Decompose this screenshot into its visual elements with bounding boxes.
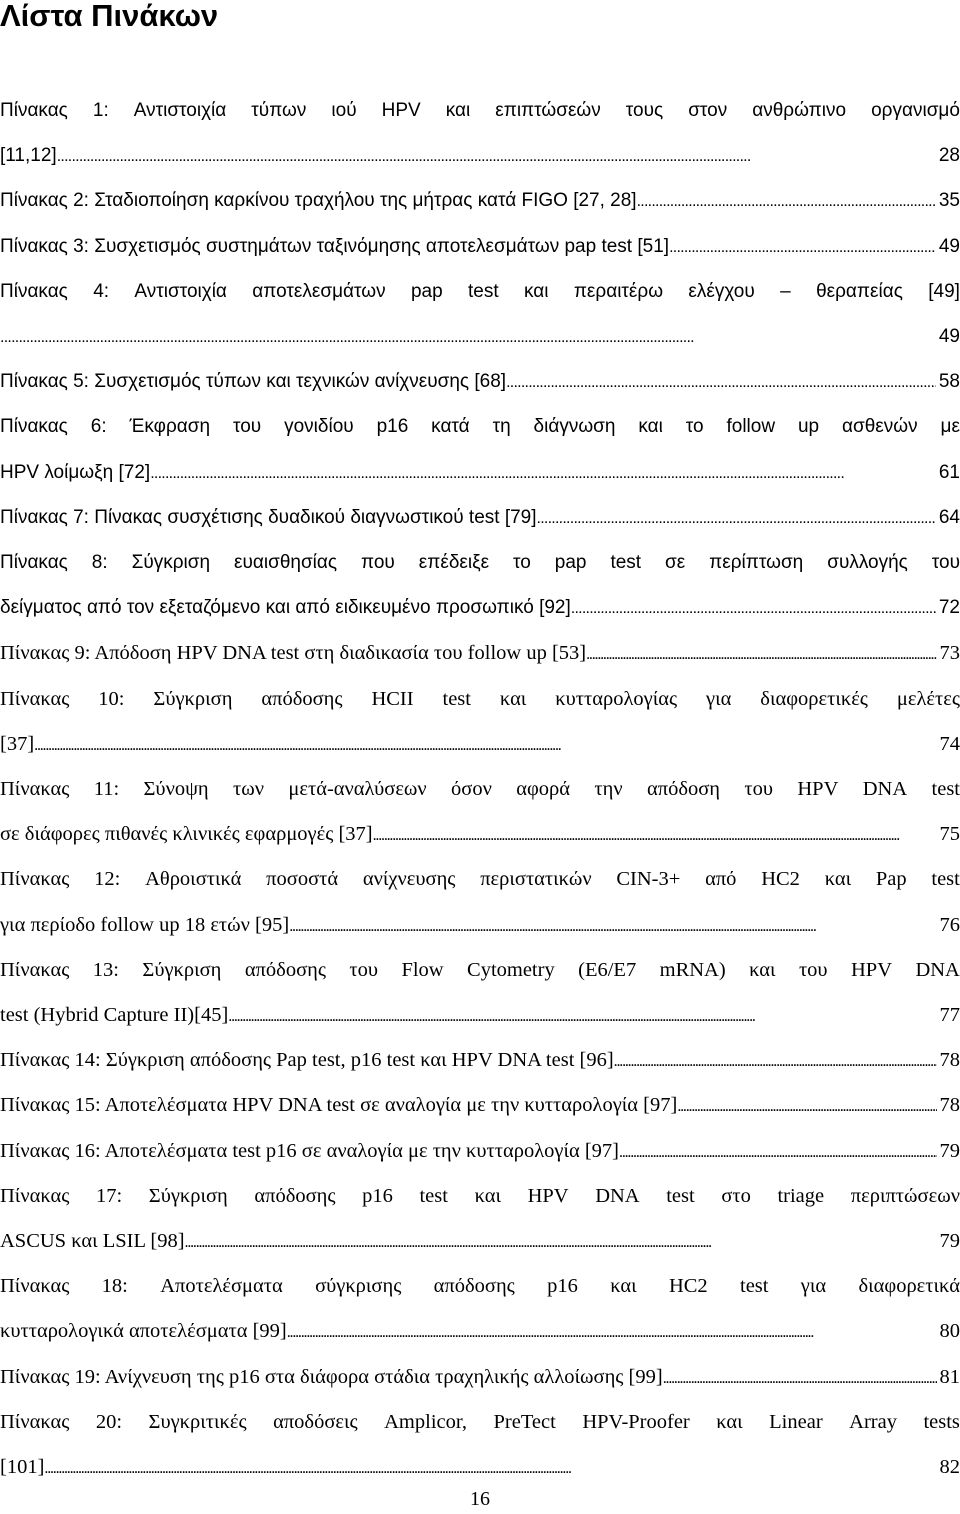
- entry-page-number: 79: [937, 1136, 960, 1166]
- entry-caption-text: [37]: [0, 729, 34, 759]
- entry-leader-line: [0, 1045, 960, 1075]
- dot-leader: [637, 186, 936, 216]
- dot-leader: [0, 322, 936, 352]
- dot-leader: [287, 1316, 937, 1346]
- entry-leader-line: [0, 819, 960, 849]
- entry-caption-text: Πίνακας 14: Σύγκριση απόδοσης Pap test, p16 test και HPV DNA test [96]: [0, 1045, 614, 1075]
- entry-page-number: 78: [937, 1045, 960, 1075]
- dot-leader: [663, 1362, 937, 1392]
- entry-leader-line: [0, 1362, 960, 1392]
- entry-caption-line: Πίνακας 8: Σύγκριση ευαισθησίας που επέδειξε το pap test σε περίπτωση συλλογής του: [0, 548, 960, 578]
- entry-caption-text: κυτταρολογικά αποτελέσματα [99]: [0, 1316, 287, 1346]
- entry-page-number: 74: [937, 729, 960, 759]
- entry-caption-text: Πίνακας 15: Αποτελέσματα HPV DNA test σε αναλογία με την κυτταρολογία [97]: [0, 1090, 677, 1120]
- entry-page-number: 64: [936, 503, 960, 533]
- entry-page-number: 76: [937, 910, 960, 940]
- entry-page-number: 82: [937, 1452, 960, 1482]
- entry-caption-line: Πίνακας 11: Σύνοψη των μετά-αναλύσεων όσον αφορά την απόδοση του HPV DNA test: [0, 774, 960, 804]
- entry-page-number: 73: [937, 638, 960, 668]
- entry-caption-text: [11,12]: [0, 141, 57, 171]
- entry-caption-line: Πίνακας 10: Σύγκριση απόδοσης HCII test και κυτταρολογίας για διαφορετικές μελέτες: [0, 684, 960, 714]
- entry-caption-line: Πίνακας 12: Αθροιστικά ποσοστά ανίχνευσης περιστατικών CIN-3+ από HC2 και Pap test: [0, 864, 960, 894]
- entry-page-number: 80: [937, 1316, 960, 1346]
- entry-caption-text: για περίοδο follow up 18 ετών [95]: [0, 910, 289, 940]
- entry-page-number: 35: [936, 186, 960, 216]
- entry-leader-line: [0, 729, 960, 759]
- entry-page-number: 72: [936, 593, 960, 623]
- entry-caption-text: Πίνακας 2: Σταδιοποίηση καρκίνου τραχήλου της μήτρας κατά FIGO [27, 28]: [0, 186, 637, 216]
- entry-caption-line: Πίνακας 17: Σύγκριση απόδοσης p16 test και HPV DNA test στο triage περιπτώσεων: [0, 1181, 960, 1211]
- entry-page-number: 58: [936, 367, 960, 397]
- dot-leader: [571, 593, 936, 623]
- entry-leader-line: [0, 1316, 960, 1346]
- entry-caption-text: δείγματος από τον εξεταζόμενο και από ειδικευμένο προσωπικό [92]: [0, 593, 571, 623]
- entry-leader-line: [0, 367, 960, 397]
- entry-caption-line: Πίνακας 4: Αντιστοιχία αποτελεσμάτων pap test και περαιτέρω ελέγχου – θεραπείας [49]: [0, 277, 960, 307]
- entry-caption-line: Πίνακας 13: Σύγκριση απόδοσης του Flow Cytometry (E6/E7 mRNA) και του HPV DNA: [0, 955, 960, 985]
- entry-leader-line: [0, 232, 960, 262]
- entry-leader-line: [0, 1452, 960, 1482]
- dot-leader: [669, 232, 936, 262]
- entry-leader-line: [0, 186, 960, 216]
- entry-page-number: 49: [936, 322, 960, 352]
- dot-leader: [586, 638, 936, 668]
- entry-page-number: 79: [937, 1226, 960, 1256]
- entry-page-number: 78: [937, 1090, 960, 1120]
- dot-leader: [614, 1045, 937, 1075]
- entry-caption-text: Πίνακας 16: Αποτελέσματα test p16 σε αναλογία με την κυτταρολογία [97]: [0, 1136, 619, 1166]
- dot-leader: [150, 458, 936, 488]
- entry-caption-text: Πίνακας 5: Συσχετισμός τύπων και τεχνικών ανίχνευσης [68]: [0, 367, 506, 397]
- entry-leader-line: [0, 1000, 960, 1030]
- entry-page-number: 75: [937, 819, 960, 849]
- entry-caption-text: Πίνακας 3: Συσχετισμός συστημάτων ταξινόμησης αποτελεσμάτων pap test [51]: [0, 232, 669, 262]
- dot-leader: [537, 503, 936, 533]
- entry-leader-line: [0, 458, 960, 488]
- entry-leader-line: [0, 910, 960, 940]
- entry-leader-line: [0, 1136, 960, 1166]
- entry-page-number: 61: [936, 458, 960, 488]
- page-title: Λίστα Πινάκων: [0, 0, 218, 34]
- entry-page-number: 81: [937, 1362, 960, 1392]
- entry-page-number: 49: [936, 232, 960, 262]
- dot-leader: [289, 910, 936, 940]
- dot-leader: [185, 1226, 937, 1256]
- entry-caption-text: Πίνακας 19: Ανίχνευση της p16 στα διάφορα στάδια τραχηλικής αλλοίωσης [99]: [0, 1362, 663, 1392]
- entry-caption-text: HPV λοίμωξη [72]: [0, 458, 150, 488]
- entry-caption-line: Πίνακας 6: Έκφραση του γονιδίου p16 κατά τη διάγνωση και το follow up ασθενών με: [0, 412, 960, 442]
- entry-caption-text: Πίνακας 7: Πίνακας συσχέτισης δυαδικού διαγνωστικού test [79]: [0, 503, 537, 533]
- entry-leader-line: [0, 503, 960, 533]
- entry-caption-text: σε διάφορες πιθανές κλινικές εφαρμογές [37]: [0, 819, 373, 849]
- dot-leader: [228, 1000, 936, 1030]
- entry-leader-line: [0, 322, 960, 352]
- entry-leader-line: [0, 1226, 960, 1256]
- dot-leader: [373, 819, 937, 849]
- entry-caption-text: ASCUS και LSIL [98]: [0, 1226, 185, 1256]
- entry-leader-line: [0, 593, 960, 623]
- dot-leader: [506, 367, 936, 397]
- page-number: 16: [0, 1484, 960, 1514]
- dot-leader: [619, 1136, 936, 1166]
- dot-leader: [677, 1090, 936, 1120]
- entry-caption-line: Πίνακας 20: Συγκριτικές αποδόσεις Amplicor, PreTect HPV-Proofer και Linear Array tests: [0, 1407, 960, 1437]
- entry-caption-text: [101]: [0, 1452, 44, 1482]
- entry-page-number: 28: [936, 141, 960, 171]
- dot-leader: [57, 141, 936, 171]
- dot-leader: [34, 729, 936, 759]
- entry-leader-line: [0, 638, 960, 668]
- entry-leader-line: [0, 1090, 960, 1120]
- entry-caption-line: Πίνακας 18: Αποτελέσματα σύγκρισης απόδοσης p16 και HC2 test για διαφορετικά: [0, 1271, 960, 1301]
- entry-leader-line: [0, 141, 960, 171]
- dot-leader: [44, 1452, 936, 1482]
- entry-caption-line: Πίνακας 1: Αντιστοιχία τύπων ιού HPV και επιπτώσεών τους στον ανθρώπινο οργανισμό: [0, 96, 960, 126]
- entry-caption-text: Πίνακας 9: Απόδοση HPV DNA test στη διαδικασία του follow up [53]: [0, 638, 586, 668]
- entry-page-number: 77: [937, 1000, 960, 1030]
- entry-caption-text: test (Hybrid Capture II)[45]: [0, 1000, 228, 1030]
